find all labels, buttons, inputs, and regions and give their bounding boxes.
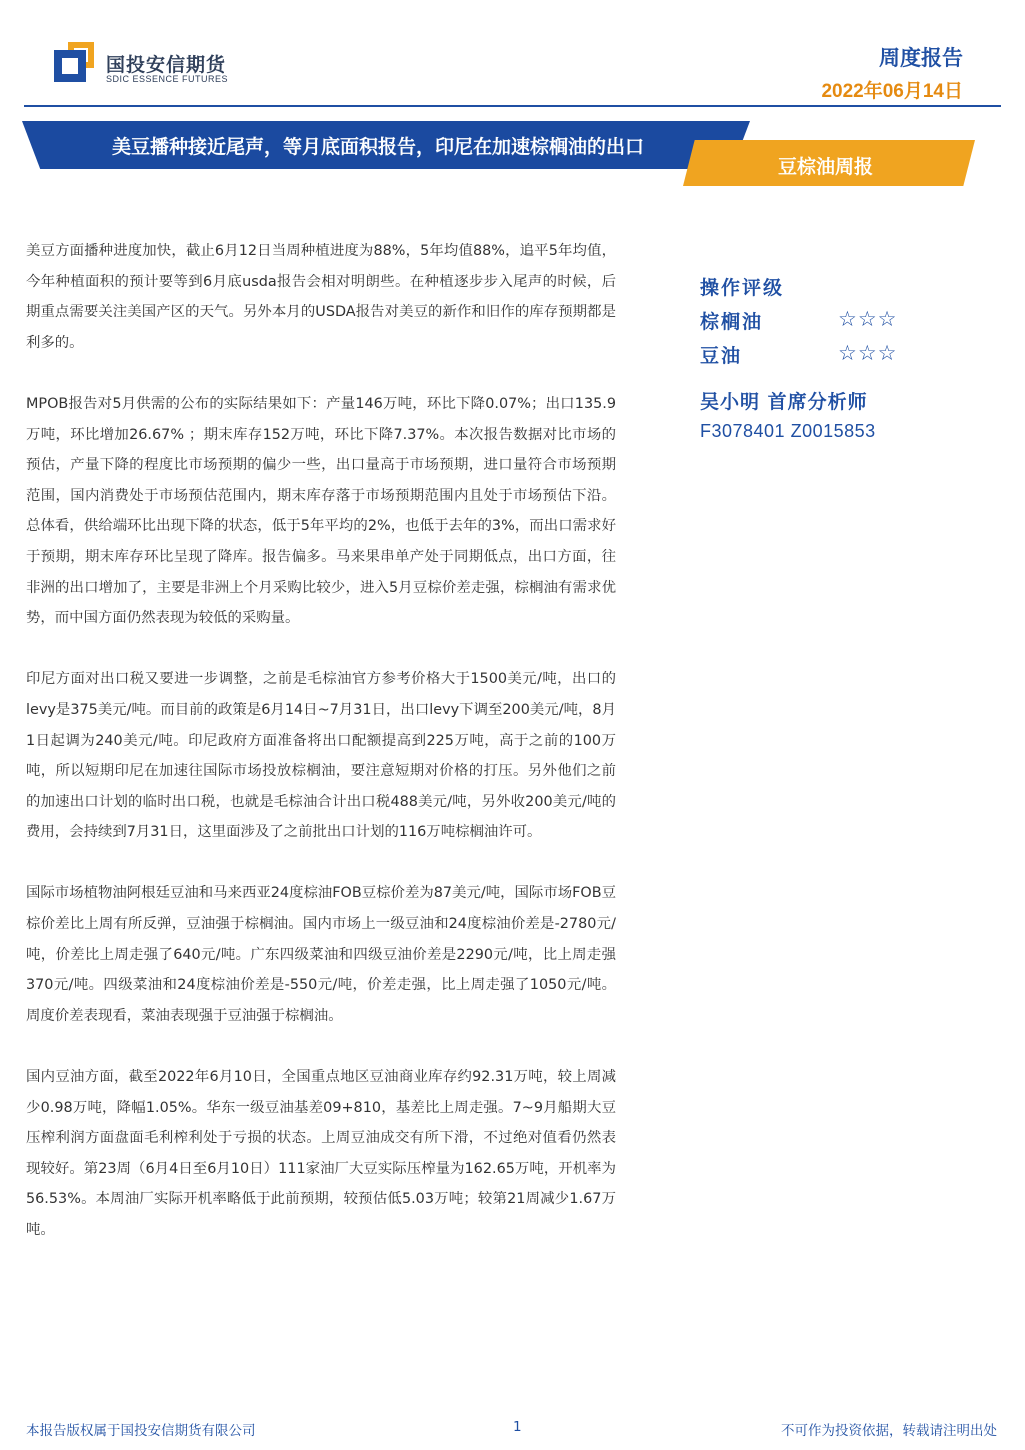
rating-name: 棕榈油 <box>700 311 764 333</box>
analyst-license: F3078401 Z0015853 <box>700 421 876 441</box>
star-rating-icon: ☆☆☆ <box>838 307 898 331</box>
paragraph: 国内豆油方面，截至2022年6月10日，全国重点地区豆油商业库存约92.31万吨，较上周减少0.98万吨，降幅1.05%。华东一级豆油基差09+810，基差比上周走强。7~9月船期大豆压榨利润方面盘面毛利榨利处于亏损的状态。上周豆油成交有所下滑，不过绝对值看仍然表现较好。第23周（6月4日至6月10日）111家油厂大豆实际压榨量为162.65万吨，开机率为56.53%。本周油厂实际开机率略低于此前预期，较预估低5.03万吨；较第21周减少1.67万吨。 <box>26 1069 616 1238</box>
paragraph: 国际市场植物油阿根廷豆油和马来西亚24度棕油FOB豆棕价差为87美元/吨，国际市场FOB豆棕价差比上周有所反弹，豆油强于棕榈油。国内市场上一级豆油和24度棕油价差是-2780元/吨，价差比上周走强了640元/吨。广东四级菜油和四级豆油价差是2290元/吨，比上周走强370元/吨。四级菜油和24度棕油价差是-550元/吨，价差走强，比上周走强了1050元/吨。周度价差表现看，菜油表现强于豆油强于棕榈油。 <box>26 885 617 1024</box>
rating-row <box>700 341 960 375</box>
header-divider <box>24 105 1001 107</box>
sidebar <box>700 273 960 442</box>
paragraph: MPOB报告对5月供需的公布的实际结果如下：产量146万吨，环比下降0.07%；出口135.9万吨，环比增加26.67% ；期末库存152万吨，环比下降7.37%。本次报告数据对比市场的预估，产量下降的程度比市场预期的偏少一些，出口量高于市场预期，进口量符合市场预期范围，国内消费处于市场预估范围内，期末库存落于市场预期范围内且处于市场预估下沿。总体看，供给端环比出现下降的状态，低于5年平均的2%，也低于去年的3%，而出口需求好于预期，期末库存环比呈现了降库。报告偏多。马来果串单产处于同期低点，出口方面，往非洲的出口增加了，主要是非洲上个月采购比较少，进入5月豆棕价差走强，棕榈油有需求优势，而中国方面仍然表现为较低的采购量。 <box>26 395 616 627</box>
report-title: 美豆播种接近尾声，等月底面积报告，印尼在加速棕榈油的出口 <box>112 136 645 158</box>
report-body <box>26 236 616 1276</box>
footer-disclaimer: 不可作为投资依据，转载请注明出处 <box>781 1423 997 1439</box>
report-type: 周度报告 <box>879 46 963 70</box>
paragraph: 印尼方面对出口税又要进一步调整，之前是毛棕油官方参考价格大于1500美元/吨，出口的levy是375美元/吨。而目前的政策是6月14日~7月31日，出口levy下调至200美元/吨，8月1日起调为240美元/吨。印尼政府方面准备将出口配额提高到225万吨，高于之前的100万吨，所以短期印尼在加速往国际市场投放棕榈油，要注意短期对价格的打压。另外他们之前的加速出口计划的临时出口税，也就是毛棕油合计出口税488美元/吨，另外收200美元/吨的费用，会持续到7月31日，这里面涉及了之前批出口计划的116万吨棕榈油许可。 <box>26 671 616 841</box>
footer-copyright: 本报告版权属于国投安信期货有限公司 <box>26 1423 256 1439</box>
brand-name: 国投安信期货 <box>106 54 227 76</box>
analyst-name: 吴小明 首席分析师 <box>700 391 868 413</box>
rating-row <box>700 307 960 341</box>
paragraph: 美豆方面播种进度加快，截止6月12日当周种植进度为88%，5年均值88%，追平5年均值，今年种植面积的预计要等到6月底usda报告会相对明朗些。在种植逐步步入尾声的时候，后期重点需要关注美国产区的天气。另外本月的USDA报告对美豆的新作和旧作的库存预期都是利多的。 <box>26 243 616 351</box>
page-number: 1 <box>513 1419 522 1435</box>
report-category: 豆棕油周报 <box>778 156 874 178</box>
logo <box>54 42 98 84</box>
brand-name-en: SDIC ESSENCE FUTURES <box>106 74 229 84</box>
report-date: 2022年06月14日 <box>821 81 963 102</box>
star-rating-icon: ☆☆☆ <box>838 341 898 365</box>
rating-name: 豆油 <box>700 345 743 367</box>
rating-title: 操作评级 <box>700 277 785 299</box>
